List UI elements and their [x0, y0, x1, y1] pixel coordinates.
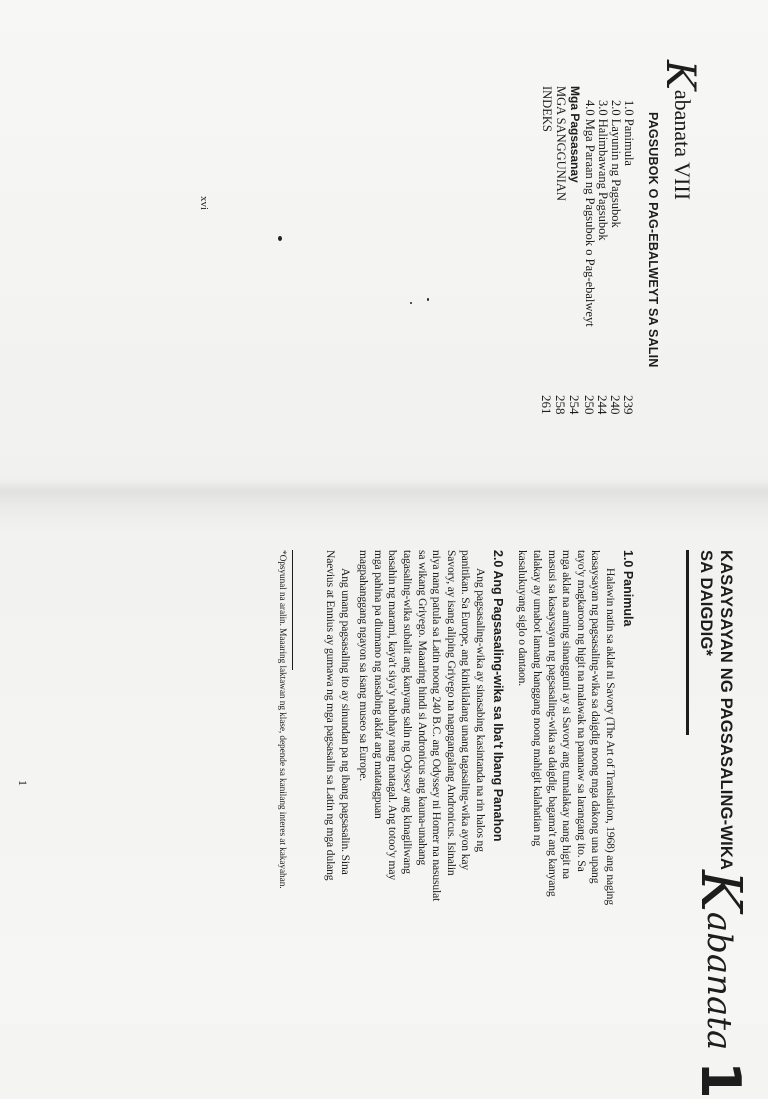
- toc-section: Mga Pagsasanay: [568, 86, 582, 183]
- logo-initial: K: [688, 870, 753, 912]
- chapter-title-line: KASAYSAYAN NG PAGSASALING-WIKA: [717, 550, 735, 871]
- paragraph-line: panitikan. Sa Europe, ang kinikilalang unang tagasaling-wika ayon kay: [459, 550, 473, 870]
- toc-section: MGA SANGGUNIAN: [554, 86, 568, 201]
- toc-entry: 4.0 Mga Paraan ng Pagsubok o Pag-ebalweyt: [583, 100, 597, 327]
- toc-chapter-rest: abanata VIII: [670, 89, 695, 201]
- toc-page: [20, 40, 703, 500]
- paragraph-line: tagasaling-wika subalit ang kanyang salin ng Odyssey ang kinagiliwang: [401, 550, 414, 874]
- paragraph-line: Savory, ay isang aliping Griyego na nagngangalang Andronicus. Isinalin: [444, 550, 458, 876]
- toc-entry-page: 239: [621, 395, 636, 415]
- chapter-page: [45, 540, 753, 1099]
- paragraph-line: Ang unang pagsasaling ito ay sinundan pa ng ibang pagsasalin. Sina: [338, 568, 352, 875]
- toc-entry: 2.0 Layunin ng Pagsubok: [609, 100, 623, 228]
- paragraph-line: magpahanggang ngayon sa isang museo sa Europe.: [357, 550, 371, 782]
- title-underline: [686, 550, 689, 735]
- paragraph-line: kasaysayan ng pagsasaling-wika sa daigdig noong mga dakong una upang: [589, 550, 603, 884]
- section2-heading: 2.0 Ang Pagsasaling-wika sa Iba't Ibang Panahon: [491, 550, 505, 842]
- toc-entry-page: 244: [595, 395, 610, 415]
- toc-page-numeral: xvi: [198, 196, 210, 211]
- footnote-rule: [292, 550, 293, 670]
- paragraph-line: Halawin natin sa aklat ni Savory (The Art of Translation, 1968) ang naging: [604, 568, 617, 905]
- paragraph-line: niya nang patula sa Latin noong 240 B.C. ang Odyssey ni Homer na nasusulat: [430, 550, 444, 902]
- paragraph-line: Naevius at Ennius ay gumawa ng mga pagsasalin sa Latin ng mga dulang: [324, 550, 337, 881]
- toc-section: INDEKS: [540, 86, 554, 132]
- toc-chapter-label: [657, 60, 703, 201]
- toc-entry: 1.0 Panimula: [622, 100, 636, 166]
- toc-section-page: 254: [567, 395, 582, 415]
- logo-number: 1: [689, 1061, 752, 1099]
- toc-entry-page: 240: [608, 395, 623, 415]
- paragraph-line: Ang pagsasaling-wika ay sinasabing kasintanda na rin halos ng: [474, 568, 487, 852]
- paragraph-line: basahin ng marami, kaya't siya'y nabuhay nang matagal. Ang totoo'y may: [386, 550, 400, 880]
- logo-word-rest: abanata: [699, 911, 739, 1051]
- page-number: 1: [16, 780, 30, 786]
- chapter-logo: [688, 870, 753, 1099]
- paragraph-line: talakay ay umabot lamang hanggang noong mahigit kalahatian ng: [531, 550, 544, 847]
- paragraph-line: masusi sa kasaysayan ng pagsasaling-wika sa daigdig, bagama't ang kanyang: [545, 550, 559, 897]
- section1-heading: 1.0 Panimula: [621, 550, 635, 627]
- paragraph-line: tayo'y magkaroon ng higit na malawak na pananaw sa larangang ito. Sa: [574, 550, 588, 872]
- paragraph-line: kasalukuyang siglo o dantaon.: [516, 550, 530, 687]
- toc-chapter-initial: K: [657, 60, 703, 90]
- chapter-title-line: SA DAIGDIG*: [697, 550, 715, 657]
- paragraph-line: sa wikang Griyego. Maaaring hindi si Andronicus ang kauna-unahang: [415, 550, 429, 866]
- toc-title: PAGSUBOK O PAG-EBALWEYT SA SALIN: [646, 112, 660, 368]
- toc-section-page: 261: [539, 395, 554, 415]
- paragraph-line: mga pahina pa diumano ng nasabing aklat ang matatagpuan: [371, 550, 385, 819]
- paragraph-line: mga aklat na aming sinangguni ay si Savory ang tumalakay nang higit na: [560, 550, 574, 879]
- toc-section-page: 258: [553, 395, 568, 415]
- toc-entry: 3.0 Halimbawang Pagsubok: [596, 100, 610, 241]
- toc-entry-page: 250: [582, 395, 597, 415]
- footnote: *Opsyunal na aralin. Maaaring laktawan ng klase, depende sa kanilang interes at kakayahan.: [277, 550, 287, 889]
